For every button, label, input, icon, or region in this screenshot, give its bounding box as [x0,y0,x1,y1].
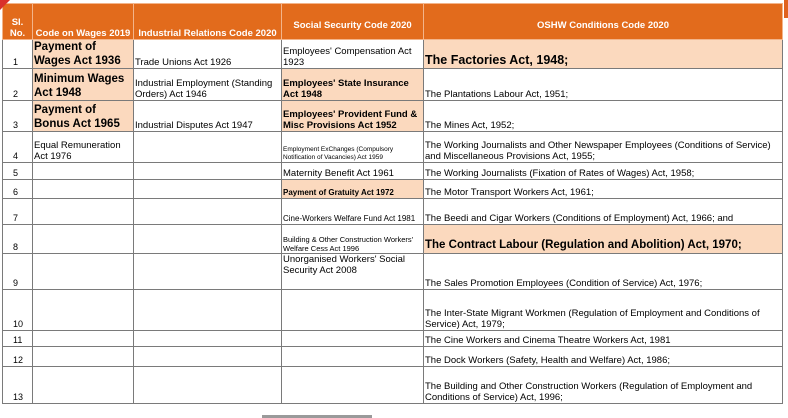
cell-ss [282,347,424,367]
cell-sl: 6 [3,180,33,199]
table-row [3,40,783,69]
header-row [3,4,783,40]
cell-wages [33,290,134,331]
cell-sl: 9 [3,254,33,290]
table-row [3,180,783,199]
cell-oshw: The Inter-State Migrant Workmen (Regulation of Employment and Conditions of Service) Act, 1979; [424,290,783,331]
cell-sl: 8 [3,225,33,254]
cell-ir: Trade Unions Act 1926 [134,40,282,69]
cell-ir [134,199,282,225]
cell-oshw: The Mines Act, 1952; [424,101,783,132]
cell-ss: Cine-Workers Welfare Fund Act 1981 [282,199,424,225]
cell-wages [33,331,134,347]
cell-wages: Payment of Wages Act 1936 [33,40,134,69]
cell-wages: Payment of Bonus Act 1965 [33,101,134,132]
cell-wages: Minimum Wages Act 1948 [33,69,134,101]
cell-sl: 12 [3,347,33,367]
cell-ir [134,163,282,180]
cell-ir [134,132,282,163]
cell-ir [134,331,282,347]
cell-wages [33,180,134,199]
cell-ss [282,367,424,404]
cell-ss: Employees' Provident Fund & Misc Provisions Act 1952 [282,101,424,132]
cell-oshw: The Cine Workers and Cinema Theatre Workers Act, 1981 [424,331,783,347]
cell-ss [282,331,424,347]
cell-wages: Equal Remuneration Act 1976 [33,132,134,163]
table-row [3,199,783,225]
cell-wages [33,199,134,225]
cell-wages [33,367,134,404]
table-row [3,347,783,367]
cell-oshw: The Factories Act, 1948; [424,40,783,69]
cell-sl: 7 [3,199,33,225]
table-row [3,331,783,347]
edge-accent [784,0,788,18]
labour-codes-table [2,3,783,404]
cell-sl: 10 [3,290,33,331]
cell-oshw: The Dock Workers (Safety, Health and Welfare) Act, 1986; [424,347,783,367]
header-oshw: OSHW Conditions Code 2020 [424,4,783,40]
table-row [3,132,783,163]
cell-sl: 1 [3,40,33,69]
corner-accent [0,0,10,10]
table-row [3,163,783,180]
cell-oshw: The Motor Transport Workers Act, 1961; [424,180,783,199]
cell-ss: Building & Other Construction Workers' Welfare Cess Act 1996 [282,225,424,254]
table-row [3,367,783,404]
cell-sl: 2 [3,69,33,101]
cell-ir: Industrial Disputes Act 1947 [134,101,282,132]
cell-oshw: The Building and Other Construction Workers (Regulation of Employment and Conditions of Service) Act, 1996; [424,367,783,404]
table-row [3,225,783,254]
cell-ss: Employees' State Insurance Act 1948 [282,69,424,101]
header-social-security: Social Security Code 2020 [282,4,424,40]
cell-oshw: The Beedi and Cigar Workers (Conditions of Employment) Act, 1966; and [424,199,783,225]
cell-ss: Employment ExChanges (Compulsory Notification of Vacancies) Act 1959 [282,132,424,163]
cell-sl: 4 [3,132,33,163]
cell-oshw: The Working Journalists and Other Newspaper Employees (Conditions of Service) and Miscellaneous Provisions Act, 1955; [424,132,783,163]
header-code-on-wages: Code on Wages 2019 [33,4,134,40]
cell-ss: Employees' Compensation Act 1923 [282,40,424,69]
cell-ss: Unorganised Workers' Social Security Act 2008 [282,254,424,290]
cell-wages [33,163,134,180]
cell-sl: 3 [3,101,33,132]
header-industrial-relations: Industrial Relations Code 2020 [134,4,282,40]
cell-sl: 11 [3,331,33,347]
cell-ss [282,290,424,331]
cell-wages [33,347,134,367]
cell-ir [134,225,282,254]
cell-sl: 13 [3,367,33,404]
cell-oshw: The Sales Promotion Employees (Condition of Service) Act, 1976; [424,254,783,290]
cell-ir [134,254,282,290]
cell-oshw: The Contract Labour (Regulation and Abolition) Act, 1970; [424,225,783,254]
cell-sl: 5 [3,163,33,180]
cell-oshw: The Working Journalists (Fixation of Rates of Wages) Act, 1958; [424,163,783,180]
cell-ir: Industrial Employment (Standing Orders) Act 1946 [134,69,282,101]
table-row [3,101,783,132]
header-sl: Sl. No. [3,4,33,40]
cell-ss: Payment of Gratuity Act 1972 [282,180,424,199]
cell-wages [33,225,134,254]
cell-ss: Maternity Benefit Act 1961 [282,163,424,180]
cell-wages [33,254,134,290]
cell-ir [134,290,282,331]
table-row [3,290,783,331]
table-row [3,254,783,290]
cell-ir [134,347,282,367]
cell-ir [134,367,282,404]
cell-oshw: The Plantations Labour Act, 1951; [424,69,783,101]
cell-ir [134,180,282,199]
table-row [3,69,783,101]
